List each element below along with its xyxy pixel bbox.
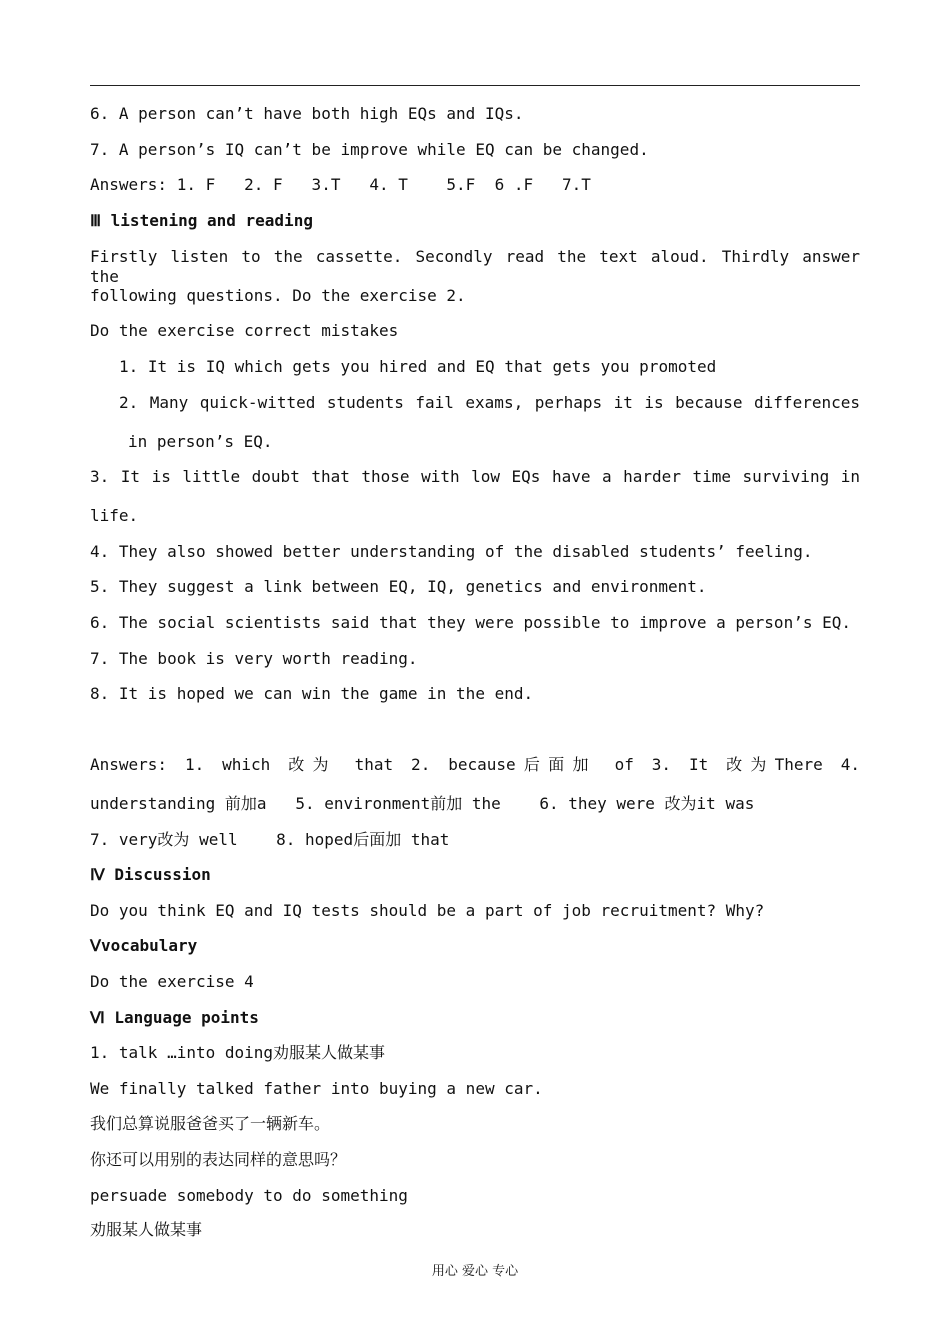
corrections-answers-line-3: 7. very改为 well 8. hoped后面加 that — [90, 830, 450, 849]
vocabulary-exercise: Do the exercise 4 — [90, 972, 254, 991]
language-point-1: 1. talk …into doing劝服某人做某事 — [90, 1043, 386, 1062]
section-4-heading: Ⅳ Discussion — [90, 865, 211, 884]
mistake-3-line-2: life. — [90, 506, 139, 525]
mistake-7: 7. The book is very worth reading. — [90, 649, 418, 668]
true-false-answers: Answers: 1. F 2. F 3.T 4. T 5.F 6 .F 7.T — [90, 175, 591, 194]
mistake-5: 5. They suggest a link between EQ, IQ, genetics and environment. — [90, 577, 707, 596]
mistake-8: 8. It is hoped we can win the game in the end. — [90, 684, 534, 703]
section-3-instructions-line-2: following questions. Do the exercise 2. — [90, 286, 466, 305]
language-point-translation: 我们总算说服爸爸买了一辆新车。 — [90, 1114, 331, 1133]
language-point-alternative-meaning: 劝服某人做某事 — [90, 1220, 203, 1239]
correct-mistakes-intro: Do the exercise correct mistakes — [90, 321, 399, 340]
corrections-answers-line-2: understanding 前加a 5. environment前加 the 6. they were 改为it was — [90, 794, 755, 813]
section-3-heading: Ⅲ listening and reading — [90, 211, 313, 230]
statement-6: 6. A person can’t have both high EQs and IQs. — [90, 104, 524, 123]
mistake-1: 1. It is IQ which gets you hired and EQ that gets you promoted — [119, 357, 717, 376]
statement-7: 7. A person’s IQ can’t be improve while EQ can be changed. — [90, 140, 649, 159]
section-6-heading: Ⅵ Language points — [90, 1008, 259, 1027]
corrections-answers-line-1: Answers: 1. which 改为 that 2. because后面加 of 3. It 改为There 4. — [90, 755, 860, 774]
discussion-question: Do you think EQ and IQ tests should be a part of job recruitment? Why? — [90, 901, 765, 920]
page-footer: 用心 爱心 专心 — [431, 1264, 519, 1279]
section-3-instructions-line-1: Firstly listen to the cassette. Secondly read the text aloud. Thirdly answer the — [90, 247, 860, 286]
mistake-2-line-1: 2. Many quick-witted students fail exams, perhaps it is because differences — [119, 393, 860, 412]
mistake-2-line-2: in person’s EQ. — [128, 432, 273, 451]
header-rule — [90, 85, 860, 86]
language-point-question: 你还可以用别的表达同样的意思吗？ — [90, 1150, 347, 1169]
section-5-heading: Ⅴvocabulary — [90, 936, 198, 955]
language-point-example: We finally talked father into buying a new car. — [90, 1079, 543, 1098]
mistake-3-line-1: 3. It is little doubt that those with low EQs have a harder time surviving in — [90, 467, 860, 486]
language-point-alternative: persuade somebody to do something — [90, 1186, 408, 1205]
mistake-4: 4. They also showed better understanding of the disabled students’ feeling. — [90, 542, 813, 561]
mistake-6: 6. The social scientists said that they were possible to improve a person’s EQ. — [90, 613, 851, 632]
